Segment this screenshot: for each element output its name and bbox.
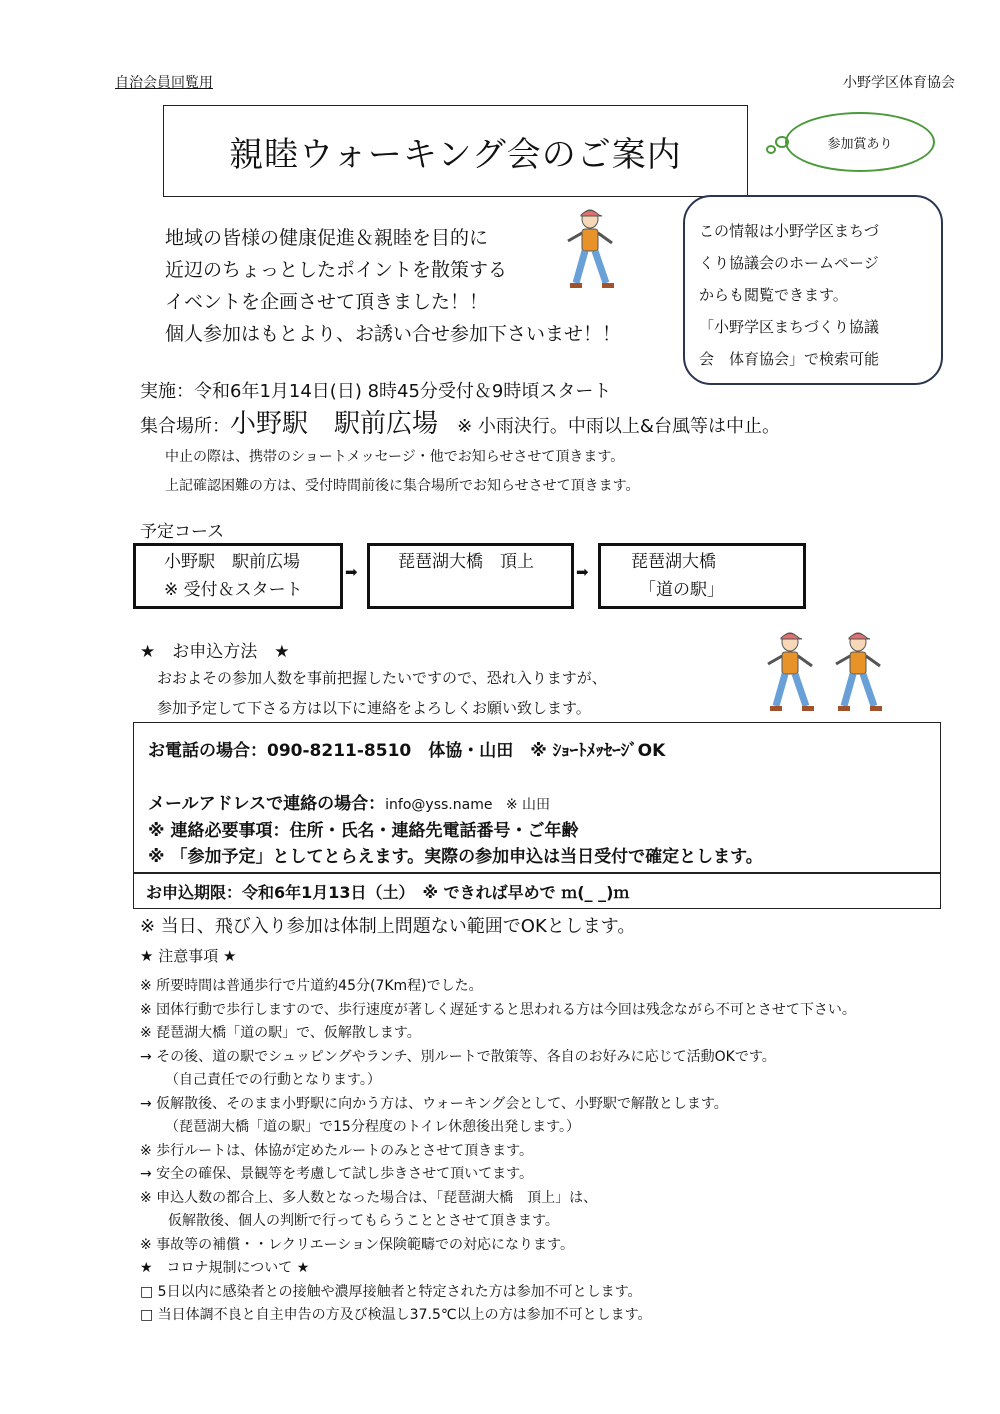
mail-address[interactable]: info@yss.name — [385, 797, 493, 813]
stop-name: 琵琶湖大橋 — [631, 552, 716, 572]
bubble-line: からも閲覧できます。 — [699, 286, 848, 304]
covid-item: □ 当日体調不良と自主申告の方及び検温し37.5℃以上の方は参加不可とします。 — [140, 1307, 652, 1323]
deadline: お申込期限：令和6年1月13日（土） ※ できれば早めで ｍ(_ _)ｍ — [133, 872, 941, 909]
note-item: 仮解散後、個人の判断で行ってもらうこととさせて頂きます。 — [154, 1213, 559, 1229]
intro-line: 近辺のちょっとしたポイントを散策する — [165, 259, 508, 281]
intro-text — [165, 222, 621, 350]
weather-note: ※ 小雨決行。中雨以上&台風等は中止。 — [457, 416, 780, 437]
note-item: → 安全の確保、景観等を考慮して試し歩きさせて頂いてます。 — [140, 1166, 534, 1182]
note-item: ※ 歩行ルートは、体協が定めたルートのみとさせて頂きます。 — [140, 1142, 534, 1159]
cancel-note: 上記確認困難の方は、受付時間前後に集合場所でお知らせさせて頂きます。 — [165, 478, 640, 494]
course-stop-top — [367, 543, 574, 609]
bubble-line: 会 体育協会」で検索可能 — [699, 350, 880, 368]
walker-illustration — [560, 205, 622, 295]
notes-heading: ★ 注意事項 ★ — [140, 947, 237, 965]
bubble-line: この情報は小野学区まちづ — [699, 222, 879, 240]
prize-badge: 参加賞あり — [785, 112, 935, 172]
covid-item: □ 5日以内に感染者との接触や濃厚接触者と特定された方は参加不可とします。 — [140, 1283, 642, 1300]
meeting-place — [140, 403, 780, 440]
organizer-name: 小野学区体育協会 — [843, 75, 955, 91]
stop-name: 琵琶湖大橋 頂上 — [398, 552, 534, 572]
note-item: （琵琶湖大橋「道の駅」で15分程度のトイレ休憩後出発します。） — [158, 1119, 580, 1135]
tentative-note: ※ 「参加予定」としてとらえます。実際の参加申込は当日受付で確定とします。 — [148, 847, 763, 867]
note-item: ※ 所要時間は普通歩行で片道約45分(7Km程)でした。 — [140, 978, 483, 994]
apply-heading: ★ お申込方法 ★ — [140, 642, 290, 662]
bubble-line: くり協議会のホームページ — [699, 254, 879, 272]
bubble-line: 「小野学区まちづくり協議 — [699, 318, 879, 336]
walker-illustration — [828, 628, 890, 718]
apply-desc: 参加予定して下さる方は以下に連絡をよろしくお願い致します。 — [157, 699, 591, 717]
mail-label: メールアドレスで連絡の場合： — [148, 794, 386, 814]
arrow-icon: ➡ — [345, 563, 358, 581]
note-item: → その後、道の駅でシュッピングやランチ、別ルートで散策等、各自のお好みに応じて活動OKです。 — [140, 1048, 776, 1065]
note-item: ※ 団体行動で歩行しますので、歩行速度が著しく遅延すると思われる方は今回は残念ながら不可とさせて下さい。 — [140, 1001, 856, 1018]
note-item: → 仮解散後、そのまま小野駅に向かう方は、ウォーキング会として、小野駅で解散とします。 — [140, 1095, 728, 1112]
intro-line: 個人参加はもとより、お誘い合せ参加下さいませ！！ — [165, 323, 622, 345]
place-label: 集合場所： — [140, 416, 230, 437]
note-item: ※ 事故等の補償・・レクリエーション保険範疇での対応になります。 — [140, 1236, 574, 1253]
cloud-dot — [766, 145, 776, 154]
stop-name: 小野駅 駅前広場 — [164, 552, 300, 572]
mail-contact-name: ※ 山田 — [505, 797, 551, 813]
covid-heading: ★ コロナ規制について ★ — [140, 1260, 310, 1276]
course-stop-roadside-station — [598, 543, 806, 609]
info-bubble — [683, 195, 943, 385]
note-item: （自己責任での行動となります。） — [158, 1072, 381, 1088]
circulation-label: 自治会員回覧用 — [115, 75, 213, 91]
mail-contact — [148, 789, 550, 814]
note-item: ※ 申込人数の都合上、多人数となった場合は、「琵琶湖大橋 頂上」は、 — [140, 1189, 598, 1206]
note-item: ※ 琵琶湖大橋「道の駅」で、仮解散します。 — [140, 1025, 421, 1041]
page-title: 親睦ウォーキング会のご案内 — [163, 105, 748, 197]
notes-list — [140, 975, 856, 1328]
walker-illustration — [760, 628, 822, 718]
stop-note: ※ 受付＆スタート — [164, 580, 303, 600]
intro-line: 地域の皆様の健康促進＆親睦を目的に — [165, 227, 489, 249]
event-date: 実施：令和6年1月14日(日) 8時45分受付＆9時頃スタート — [140, 381, 612, 402]
walkin-note: ※ 当日、飛び入り参加は体制上問題ない範囲でOKとします。 — [140, 916, 636, 937]
phone-contact: お電話の場合：090-8211-8510 体協・山田 ※ ｼｮｰﾄﾒｯｾｰｼﾞOK — [148, 741, 666, 761]
stop-note: 「道の駅」 — [639, 580, 724, 600]
apply-contact-box — [133, 722, 941, 874]
cancel-note: 中止の際は、携帯のショートメッセージ・他でお知らせさせて頂きます。 — [165, 449, 625, 465]
intro-line: イベントを企画させて頂きました！！ — [165, 291, 489, 313]
course-stop-start — [133, 543, 343, 609]
arrow-icon: ➡ — [576, 563, 589, 581]
apply-desc: おおよその参加人数を事前把握したいですので、恐れ入りますが、 — [157, 669, 607, 687]
course-heading: 予定コース — [140, 522, 225, 542]
place-name: 小野駅 駅前広場 — [230, 409, 439, 439]
required-info: ※ 連絡必要事項：住所・氏名・連絡先電話番号・ご年齢 — [148, 821, 579, 841]
